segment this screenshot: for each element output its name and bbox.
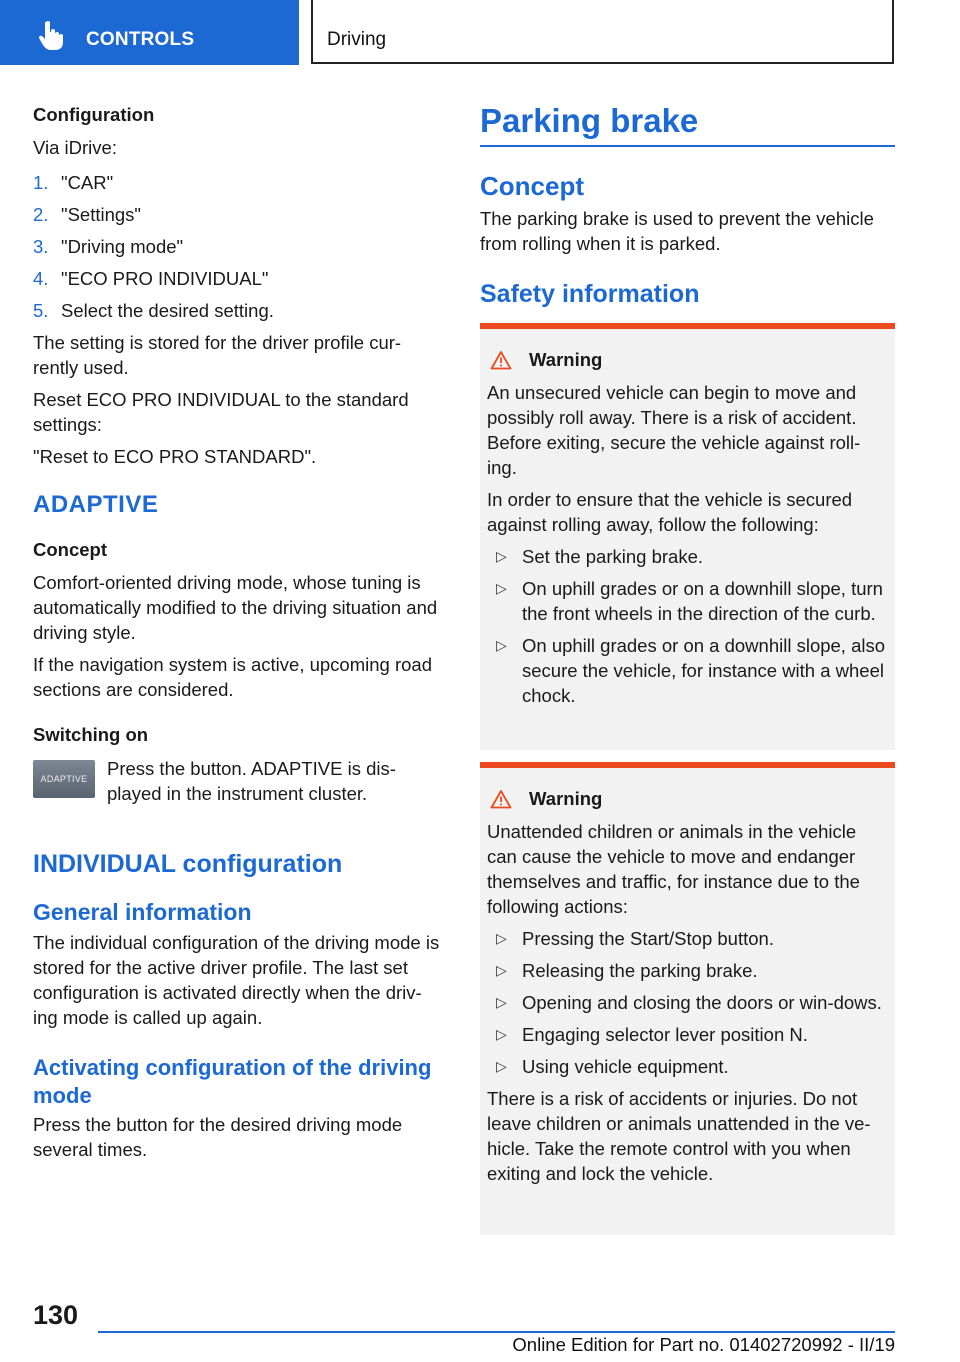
switching-on-text: Press the button. ADAPTIVE is dis-played in the instrument cluster.	[107, 758, 396, 804]
list-item	[487, 1054, 888, 1079]
list-item	[487, 633, 888, 708]
heading-rule	[480, 145, 895, 147]
step-text: "Settings"	[61, 204, 141, 225]
step-item	[33, 298, 445, 323]
stored-text: The setting is stored for the driver profile cur-rently used.	[33, 332, 402, 378]
step-text: "Driving mode"	[61, 236, 184, 257]
triangle-bullet-icon: ▷	[496, 1058, 507, 1074]
navigation-text: If the navigation system is active, upcoming road sections are considered.	[33, 654, 432, 700]
triangle-bullet-icon: ▷	[496, 994, 507, 1010]
general-information-heading: General information	[33, 899, 252, 925]
right-column	[480, 100, 895, 1235]
reset-command: "Reset to ECO PRO STANDARD".	[33, 446, 317, 467]
step-item	[33, 170, 445, 195]
warning-triangle-icon	[490, 350, 512, 370]
triangle-bullet-icon: ▷	[496, 548, 507, 564]
idrive-steps	[33, 170, 445, 323]
parking-concept-heading: Concept	[480, 171, 584, 201]
step-item	[33, 234, 445, 259]
adaptive-concept-text: Comfort-oriented driving mode, whose tuning is automatically modified to the driving situation and driving style.	[33, 572, 438, 643]
list-item	[487, 926, 888, 951]
parking-brake-heading: Parking brake	[480, 102, 699, 139]
triangle-bullet-icon: ▷	[496, 1026, 507, 1042]
warning-triangle-icon	[490, 789, 512, 809]
list-item	[487, 544, 888, 569]
chapter-title: Driving	[327, 29, 387, 50]
section-tab-label: CONTROLS	[86, 29, 195, 50]
step-number: 4.	[33, 268, 49, 289]
warning-title-text: Warning	[529, 788, 603, 809]
adaptive-button-image: ADAPTIVE	[33, 760, 95, 798]
list-item-text: On uphill grades or on a downhill slope, turn the front wheels in the direction of the curb.	[522, 578, 883, 624]
warning-text: An unsecured vehicle can begin to move and possibly roll away. There is a risk of accident. Before exiting, secure the vehicle against roll-ing.	[487, 382, 861, 478]
step-item	[33, 266, 445, 291]
warning-list	[487, 544, 888, 708]
step-text: "ECO PRO INDIVIDUAL"	[61, 268, 269, 289]
list-item	[487, 1022, 888, 1047]
list-item-text: Engaging selector lever position N.	[522, 1024, 808, 1045]
section-tab-controls[interactable]	[0, 0, 299, 65]
list-item	[487, 990, 888, 1015]
step-number: 3.	[33, 236, 49, 257]
safety-information-heading: Safety information	[480, 280, 700, 308]
step-text: Select the desired setting.	[61, 300, 274, 321]
hand-pointer-icon	[38, 20, 64, 50]
warning-title	[487, 786, 888, 812]
step-number: 1.	[33, 172, 49, 193]
left-column	[33, 102, 445, 1162]
triangle-bullet-icon: ▷	[496, 637, 507, 653]
warning-list	[487, 926, 888, 1079]
warning-outro: There is a risk of accidents or injuries. Do not leave children or animals unattended in the ve-hicle. Take the remote control with you when exiting and lock the vehicle.	[487, 1088, 871, 1184]
via-idrive-text: Via iDrive:	[33, 137, 117, 158]
list-item-text: Opening and closing the doors or win-dows.	[522, 992, 882, 1013]
activating-configuration-text: Press the button for the desired driving mode several times.	[33, 1114, 403, 1160]
footer-rule	[98, 1331, 895, 1333]
list-item-text: Set the parking brake.	[522, 546, 703, 567]
activating-configuration-heading: Activating configuration of the driving mode	[33, 1055, 432, 1108]
list-item	[487, 958, 888, 983]
triangle-bullet-icon: ▷	[496, 962, 507, 978]
step-number: 2.	[33, 204, 49, 225]
reset-text: Reset ECO PRO INDIVIDUAL to the standard settings:	[33, 389, 409, 435]
edition-text: Online Edition for Part no. 01402720992 - II/19	[512, 1334, 895, 1355]
configuration-heading: Configuration	[33, 104, 155, 125]
list-item-text: Pressing the Start/Stop button.	[522, 928, 774, 949]
step-item	[33, 202, 445, 227]
step-number: 5.	[33, 300, 49, 321]
warning-intro: In order to ensure that the vehicle is secured against rolling away, follow the following:	[487, 489, 853, 535]
warning-text: Unattended children or animals in the vehicle can cause the vehicle to move and endanger themselves and traffic, for instance due to the following actions:	[487, 821, 860, 917]
chapter-header	[311, 0, 894, 64]
triangle-bullet-icon: ▷	[496, 580, 507, 596]
warning-box-children	[480, 762, 895, 1235]
warning-title-text: Warning	[529, 349, 603, 370]
parking-concept-text: The parking brake is used to prevent the vehicle from rolling when it is parked.	[480, 208, 874, 254]
step-text: "CAR"	[61, 172, 114, 193]
list-item-text: Using vehicle equipment.	[522, 1056, 729, 1077]
list-item-text: Releasing the parking brake.	[522, 960, 758, 981]
list-item	[487, 576, 888, 626]
page-number: 130	[33, 1300, 79, 1330]
switching-on-row	[33, 756, 445, 816]
general-information-text: The individual configuration of the driving mode is stored for the active driver profile. The last set configuration is activated directly when the driv-ing mode is called up again.	[33, 932, 440, 1028]
switching-on-heading: Switching on	[33, 724, 149, 745]
warning-box-rolling	[480, 323, 895, 750]
adaptive-concept-heading: Concept	[33, 539, 107, 560]
triangle-bullet-icon: ▷	[496, 930, 507, 946]
warning-title	[487, 347, 888, 373]
individual-configuration-heading: INDIVIDUAL configuration	[33, 850, 343, 878]
adaptive-heading: ADAPTIVE	[33, 491, 159, 518]
list-item-text: On uphill grades or on a downhill slope, also secure the vehicle, for instance with a wheel chock.	[522, 635, 886, 706]
